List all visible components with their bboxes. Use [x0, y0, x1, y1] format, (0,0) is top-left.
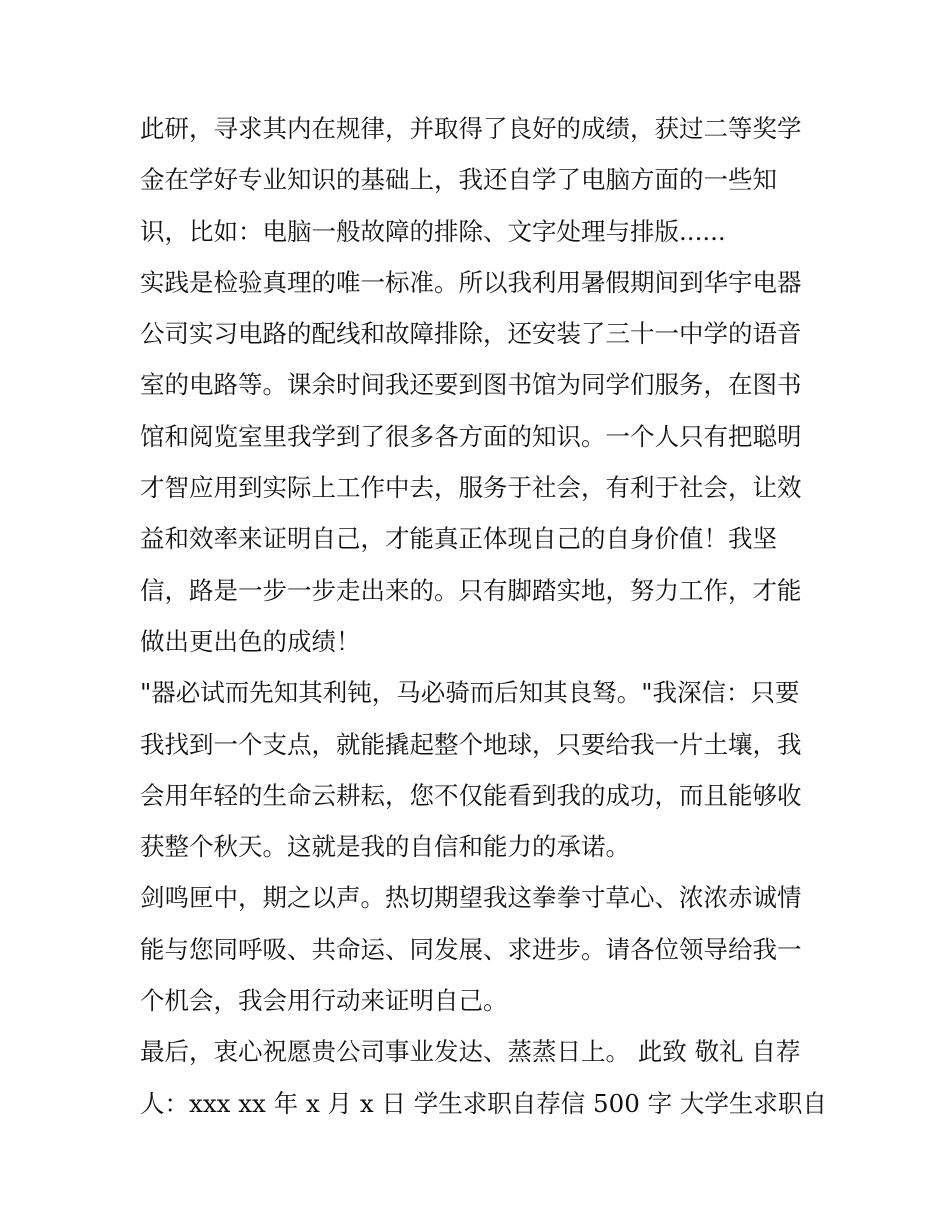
text-line: 室的电路等。课余时间我还要到图书馆为同学们服务，在图书 [140, 370, 802, 400]
text-line: "器必试而先知其利钝，马必骑而后知其良驽。"我深信：只要 [140, 678, 800, 708]
text-line: 馆和阅览室里我学到了很多各方面的知识。一个人只有把聪明 [140, 421, 802, 451]
text-line: 此研，寻求其内在规律，并取得了良好的成绩，获过二等奖学 [140, 114, 802, 143]
text-line: 金在学好专业知识的基础上，我还自学了电脑方面的一些知 [140, 165, 777, 195]
text-line: 益和效率来证明自己，才能真正体现自己的自身价值！我坚 [140, 524, 777, 554]
text-line: 剑鸣匣中，期之以声。热切期望我这拳拳寸草心、浓浓赤诚情 [140, 883, 802, 913]
text-line: 获整个秋天。这就是我的自信和能力的承诺。 [140, 832, 630, 862]
text-line: 识，比如：电脑一般故障的排除、文字处理与排版...... [140, 216, 726, 246]
text-line: 做出更出色的成绩！ [140, 626, 361, 656]
text-line: 会用年轻的生命云耕耘，您不仅能看到我的成功，而且能够收 [140, 780, 802, 810]
text-line: 我找到一个支点，就能撬起整个地球，只要给我一片土壤，我 [140, 729, 802, 759]
text-line: 个机会，我会用行动来证明自己。 [140, 986, 508, 1016]
text-line: 人：xxx xx 年 x 月 x 日 学生求职自荐信 500 字 大学生求职自 [140, 1088, 827, 1118]
text-line: 公司实习电路的配线和故障排除，还安装了三十一中学的语音 [140, 319, 802, 349]
text-line: 实践是检验真理的唯一标准。所以我利用暑假期间到华宇电器 [140, 267, 802, 297]
text-line: 信，路是一步一步走出来的。只有脚踏实地，努力工作，才能 [140, 575, 802, 605]
text-line: 才智应用到实际上工作中去，服务于社会，有利于社会，让效 [140, 473, 802, 503]
body-text [140, 103, 827, 1129]
text-line: 最后，衷心祝愿贵公司事业发达、蒸蒸日上。 此致 敬礼 自荐 [140, 1037, 801, 1067]
text-line: 能与您同呼吸、共命运、同发展、求进步。请各位领导给我一 [140, 934, 802, 964]
